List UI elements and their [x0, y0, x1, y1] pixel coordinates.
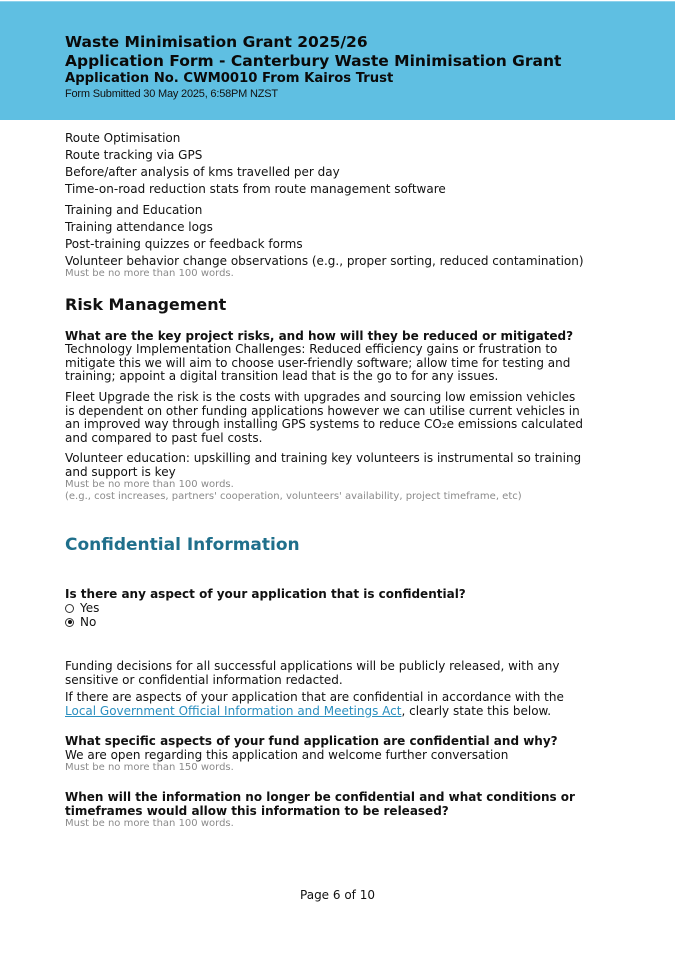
route-item: Route tracking via GPS	[65, 148, 203, 162]
funding-notice: Funding decisions for all successful applications will be publicly released, with any sensitive or confidential information redacted.	[65, 659, 560, 687]
section-title-risk: Risk Management	[65, 295, 227, 314]
lgoima-act-link[interactable]: Local Government Official Information and Meetings Act	[65, 703, 402, 718]
release-conditions-question: When will the information no longer be confidential and what conditions or timeframes would allow this information to be released?	[65, 790, 575, 818]
training-item: Volunteer behavior change observations (e.g., proper sorting, reduced contamination)	[65, 254, 584, 268]
route-item: Time-on-road reduction stats from route management software	[65, 182, 446, 196]
radio-option-yes[interactable]	[65, 601, 99, 615]
training-heading: Training and Education	[65, 203, 203, 217]
radio-unchecked-icon[interactable]	[65, 604, 74, 613]
training-item: Post-training quizzes or feedback forms	[65, 237, 303, 251]
application-number: Application No. CWM0010 From Kairos Trust	[65, 71, 394, 86]
form-header	[0, 1, 675, 120]
radio-option-no[interactable]	[65, 615, 96, 629]
route-item: Before/after analysis of kms travelled per day	[65, 165, 340, 179]
risk-examples-hint: (e.g., cost increases, partners' cooperation, volunteers' availability, project timeframe, etc)	[65, 491, 522, 502]
confidential-question: Is there any aspect of your application that is confidential?	[65, 587, 466, 601]
submitted-date: Form Submitted 30 May 2025, 6:58PM NZST	[65, 88, 278, 100]
word-limit-hint: Must be no more than 100 words.	[65, 479, 234, 490]
risk-question: What are the key project risks, and how will they be reduced or mitigated?	[65, 329, 574, 343]
radio-label: No	[80, 615, 97, 629]
radio-label: Yes	[80, 601, 100, 615]
grant-title: Waste Minimisation Grant 2025/26	[65, 33, 368, 51]
route-heading: Route Optimisation	[65, 131, 181, 145]
training-item: Training attendance logs	[65, 220, 213, 234]
confidential-aspects-question: What specific aspects of your fund application are confidential and why?	[65, 734, 558, 748]
confidentiality-notice	[65, 691, 585, 718]
radio-checked-icon[interactable]	[65, 618, 74, 627]
section-title-confidential: Confidential Information	[65, 535, 300, 555]
confidential-aspects-answer: We are open regarding this application and welcome further conversation	[65, 748, 509, 762]
risk-answer-1: Technology Implementation Challenges: Reduced efficiency gains or frustration to mitigate this we will aim to choose user-friendly software; allow time for testing and training; appoint a digital transition lead that is the go to for any issues.	[65, 342, 571, 384]
word-limit-hint: Must be no more than 100 words.	[65, 818, 234, 829]
page-number: Page 6 of 10	[300, 888, 375, 902]
risk-answer-3: Volunteer education: upskilling and training key volunteers is instrumental so training and support is key	[65, 451, 582, 479]
notice-text: , clearly state this below.	[401, 703, 552, 718]
word-limit-hint: Must be no more than 150 words.	[65, 762, 234, 773]
word-limit-hint: Must be no more than 100 words.	[65, 268, 234, 279]
risk-answer-2: Fleet Upgrade the risk is the costs with upgrades and sourcing low emission vehicles is dependent on other funding applications however we can utilise current vehicles in an improved way through installing GPS systems to reduce CO₂e emissions calculated and compared to past fuel costs.	[65, 390, 583, 445]
form-name: Application Form - Canterbury Waste Minimisation Grant	[65, 52, 562, 70]
notice-text: If there are aspects of your application that are confidential in accordance with the	[65, 690, 564, 704]
